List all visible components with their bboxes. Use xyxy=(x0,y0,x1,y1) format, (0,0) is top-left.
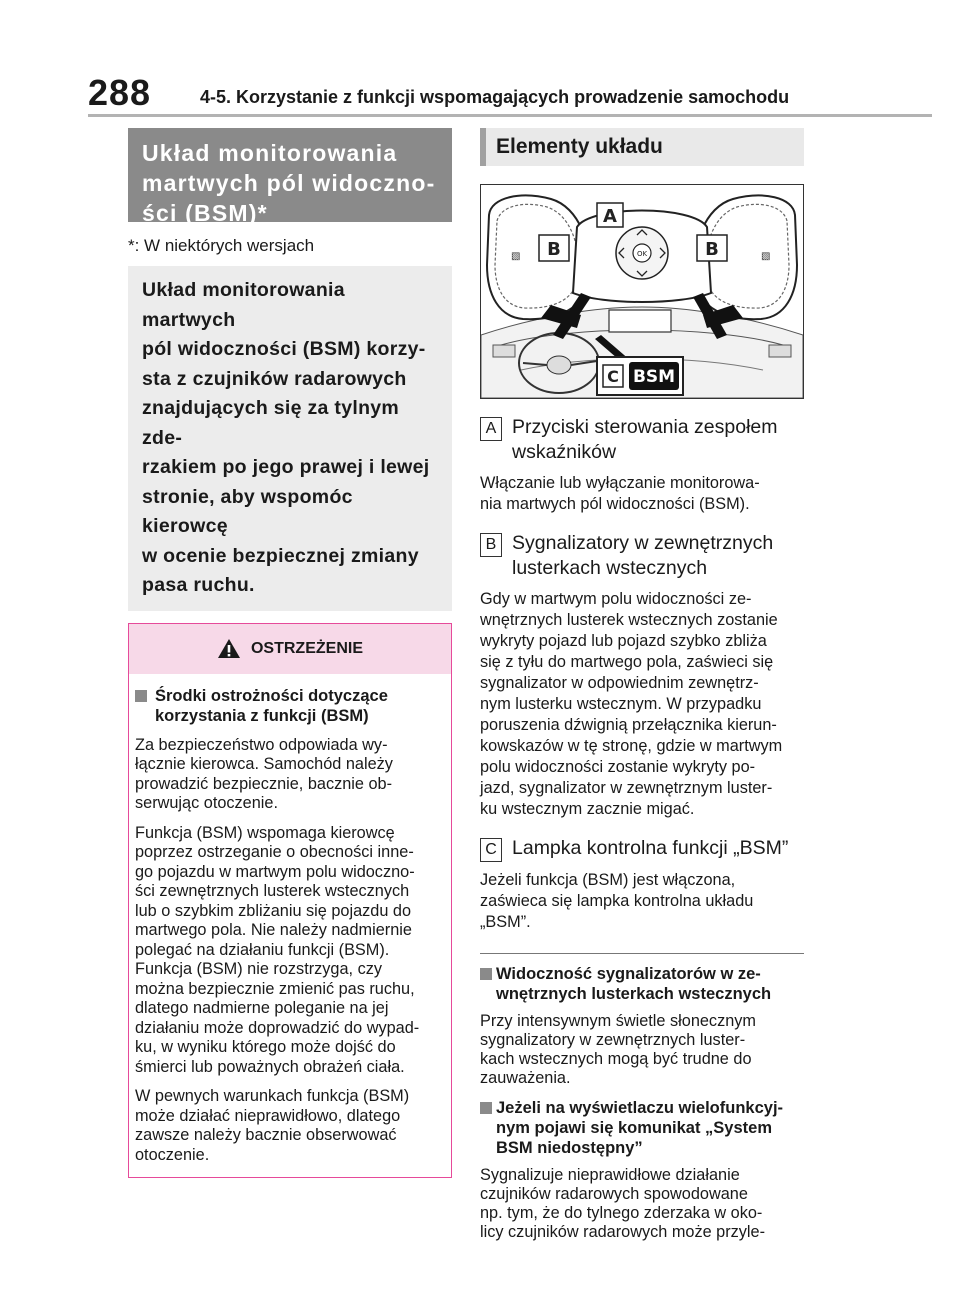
text-line: Lampka kontrolna funkcji „BSM” xyxy=(512,837,789,859)
right-column xyxy=(480,128,804,1242)
intro-line: pól widoczności (BSM) korzy- xyxy=(142,338,426,360)
text-line: licy czujników radarowych może przyle- xyxy=(480,1223,766,1241)
text-line: zauważenia. xyxy=(480,1069,571,1087)
callout-title xyxy=(512,531,773,581)
text-line: Przy intensywnym świetle słonecznym xyxy=(480,1012,756,1030)
section-heading-bsm xyxy=(128,128,452,226)
text-line: Za bezpieczeństwo odpowiada wy- xyxy=(135,735,388,754)
text-line: sygnalizator w odpowiednim zewnętrz- xyxy=(480,674,759,692)
warning-title-bar xyxy=(129,624,451,674)
note-heading xyxy=(480,1098,804,1158)
text-line: nia martwych pól widoczności (BSM). xyxy=(480,495,750,513)
note-text xyxy=(480,1012,804,1088)
text-line: go pojazdu w martwym polu widoczno- xyxy=(135,862,415,881)
callout-a xyxy=(480,415,804,465)
text-line: Jeżeli na wyświetlaczu wielofunkcyj- xyxy=(496,1099,784,1117)
text-line: martwego pola. Nie należy nadmiernie xyxy=(135,921,412,939)
text-line: może działać nieprawidłowo, dlatego xyxy=(135,1106,401,1125)
warning-heading-line: Środki ostrożności dotyczące xyxy=(155,686,388,705)
square-bullet-icon xyxy=(480,968,492,980)
text-line: polu widoczności zostanie wykryty po- xyxy=(480,758,756,776)
text-line: czujników radarowych spowodowane xyxy=(480,1185,748,1203)
text-line: ku, w wyniku którego może dojść do xyxy=(135,1038,396,1056)
heading-line: ści (BSM)* xyxy=(142,200,268,226)
text-line: „BSM”. xyxy=(480,913,531,931)
section-divider xyxy=(480,953,804,954)
text-line: Sygnalizuje nieprawidłowe działanie xyxy=(480,1166,740,1184)
warning-paragraph xyxy=(135,1087,437,1165)
bsm-indicator-text: BSM xyxy=(632,367,676,387)
heading-line: martwych pól widoczno- xyxy=(142,170,436,196)
callout-b xyxy=(480,531,804,581)
text-line: Jeżeli funkcja (BSM) jest włączona, xyxy=(480,871,736,889)
text-line: Widoczność sygnalizatorów w ze- xyxy=(496,965,761,983)
warning-heading-line: korzystania z funkcji (BSM) xyxy=(155,706,369,725)
callout-c xyxy=(480,836,804,862)
text-line: otoczenie. xyxy=(135,1145,210,1164)
heading-line: Układ monitorowania xyxy=(142,140,398,166)
text-line: zaświeca się lampka kontrolna układu xyxy=(480,892,754,910)
text-line: lub o szybkim zbliżaniu się pojazdu do xyxy=(135,901,412,920)
warning-body xyxy=(129,686,451,1166)
footnote: *: W niektórych wersjach xyxy=(128,236,315,255)
intro-line: Układ monitorowania martwych xyxy=(142,279,345,331)
header-rule xyxy=(88,114,932,117)
text-line: ści zewnętrznych lusterek wstecznych xyxy=(135,882,410,900)
callout-title xyxy=(512,415,778,465)
text-line: śmierci lub poważnych obrażeń ciała. xyxy=(135,1057,405,1076)
text-line: wskaźników xyxy=(512,441,617,463)
warning-box xyxy=(128,623,452,1179)
svg-text:▧: ▧ xyxy=(511,251,521,262)
text-line: poruszenia dźwignią przełącznika kierun- xyxy=(480,716,777,734)
text-line: Przyciski sterowania zespołem xyxy=(512,416,778,438)
text-line: polegać na działaniu funkcji (BSM). xyxy=(135,940,390,959)
text-line: jazd, sygnalizator w zewnętrznym luster- xyxy=(480,779,773,797)
note-heading xyxy=(480,964,804,1004)
callout-description xyxy=(480,473,804,515)
text-line: Włączanie lub wyłączanie monitorowa- xyxy=(480,474,760,492)
text-line: dlatego nadmierne poleganie na jej xyxy=(135,999,389,1017)
intro-line: znajdujących się za tylnym zde- xyxy=(142,397,400,449)
section-heading-components: Elementy układu xyxy=(480,128,804,166)
callout-description xyxy=(480,589,804,820)
intro-line: w ocenie bezpiecznej zmiany xyxy=(142,544,419,567)
ok-button-label: OK xyxy=(636,250,648,258)
text-line: Gdy w martwym polu widoczności ze- xyxy=(480,590,752,608)
text-line: nym pojawi się komunikat „System xyxy=(496,1119,773,1137)
callout-letter: B xyxy=(480,533,502,557)
text-line: sygnalizatory w zewnętrznych luster- xyxy=(480,1031,746,1049)
text-line: można bezpiecznie zmienić pas ruchu, xyxy=(135,979,415,998)
page-number: 288 xyxy=(88,72,152,113)
label-b-left: B xyxy=(547,239,561,260)
text-line: poprzez ostrzeganie o obecności inne- xyxy=(135,843,414,861)
text-line: np. tym, że do tylnego zderzaka w oko- xyxy=(480,1204,763,1222)
callout-title xyxy=(512,836,788,861)
text-line: łącznie kierowca. Samochód należy xyxy=(135,755,393,773)
chapter-title: 4-5. Korzystanie z funkcji wspomagających prowadzenie samochodu xyxy=(200,87,790,107)
text-line: prowadzić bezpiecznie, bacznie ob- xyxy=(135,774,393,793)
dashboard-drawing xyxy=(481,185,803,398)
text-line: Funkcja (BSM) nie rozstrzyga, czy xyxy=(135,960,382,978)
callout-letter: A xyxy=(480,417,502,441)
text-line: BSM niedostępny” xyxy=(496,1139,643,1157)
warning-triangle-icon xyxy=(217,638,241,659)
text-line: działaniu może doprowadzić do wypad- xyxy=(135,1018,420,1037)
intro-box xyxy=(128,266,452,611)
warning-paragraph xyxy=(135,736,437,814)
text-line: Sygnalizatory w zewnętrznych xyxy=(512,532,774,554)
text-line: zawsze należy bacznie obserwować xyxy=(135,1126,397,1144)
label-b-right: B xyxy=(705,239,719,260)
text-line: się z tyłu do martwego pola, zaświeci się xyxy=(480,653,774,671)
text-line: ku wstecznym zacznie migać. xyxy=(480,800,695,818)
intro-line: rzakiem po jego prawej i lewej xyxy=(142,456,430,478)
intro-line: stronie, aby wspomóc kierowcę xyxy=(142,485,353,537)
text-line: serwując otoczenie. xyxy=(135,794,278,812)
text-line: kach wstecznych mogą być trudne do xyxy=(480,1050,752,1068)
intro-line: sta z czujników radarowych xyxy=(142,367,407,390)
text-line: lusterkach wstecznych xyxy=(512,557,708,579)
text-line: Funkcja (BSM) wspomaga kierowcę xyxy=(135,823,395,842)
text-line: wykryty pojazd lub pojazd szybko zbliża xyxy=(480,632,767,650)
warning-paragraph xyxy=(135,824,437,1078)
callout-description xyxy=(480,870,804,933)
text-line: wnętrznych lusterek wstecznych zostanie xyxy=(480,611,778,629)
label-c: C xyxy=(607,367,619,386)
text-line: nym lusterku wstecznym. W przypadku xyxy=(480,695,762,713)
warning-heading xyxy=(135,686,437,726)
note-text xyxy=(480,1166,804,1242)
callout-letter: C xyxy=(480,838,502,862)
label-a: A xyxy=(603,206,617,227)
square-bullet-icon xyxy=(135,690,147,702)
svg-text:▧: ▧ xyxy=(761,251,771,262)
warning-title: OSTRZEŻENIE xyxy=(250,639,363,657)
intro-line: pasa ruchu. xyxy=(142,574,255,596)
text-line: kowskazów w tę stronę, gdzie w martwym xyxy=(480,737,783,755)
text-line: wnętrznych lusterkach wstecznych xyxy=(496,985,772,1003)
text-line: W pewnych warunkach funkcja (BSM) xyxy=(135,1087,410,1105)
left-column xyxy=(128,128,452,1178)
square-bullet-icon xyxy=(480,1102,492,1114)
dashboard-illustration xyxy=(480,184,804,399)
